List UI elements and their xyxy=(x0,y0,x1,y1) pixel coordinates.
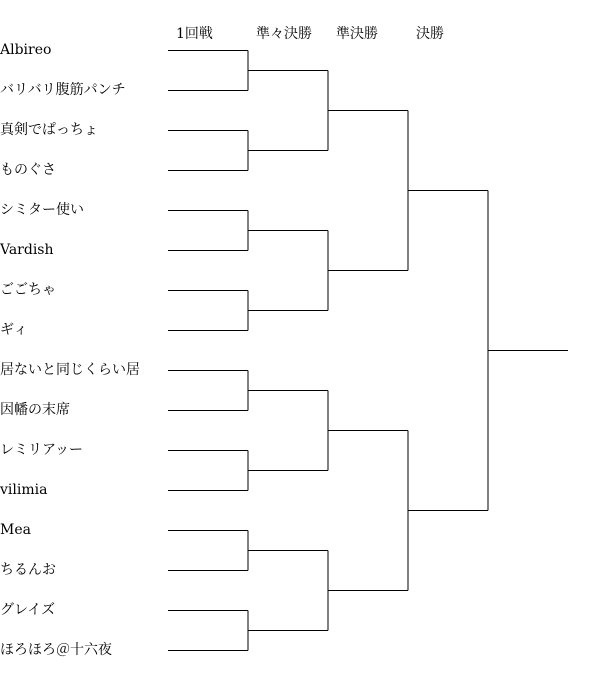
player-16: ほろほろ＠十六夜 xyxy=(0,642,112,658)
player-14: ちるんお xyxy=(0,562,56,578)
player-2: バリバリ腹筋パンチ xyxy=(0,82,126,98)
player-4: ものぐさ xyxy=(0,162,56,178)
round-label-1: 1回戦 xyxy=(176,26,213,42)
round-label-quarterfinal: 準々決勝 xyxy=(256,26,312,42)
player-9: 居ないと同じくらい居 xyxy=(0,362,140,378)
player-7: ごごちゃ xyxy=(0,282,56,298)
player-1: Albireo xyxy=(0,42,52,58)
player-6: Vardish xyxy=(0,242,54,258)
player-15: グレイズ xyxy=(0,602,56,618)
player-5: シミター使い xyxy=(0,202,84,218)
player-3: 真剣でぱっちょ xyxy=(0,122,98,138)
player-10: 因幡の末席 xyxy=(0,402,70,418)
player-13: Mea xyxy=(0,522,31,538)
player-8: ギィ xyxy=(0,322,28,338)
round-label-semifinal: 準決勝 xyxy=(336,26,378,42)
player-12: vilimia xyxy=(0,482,48,498)
round-label-final: 決勝 xyxy=(416,26,444,42)
player-11: レミリアッー xyxy=(0,442,84,458)
